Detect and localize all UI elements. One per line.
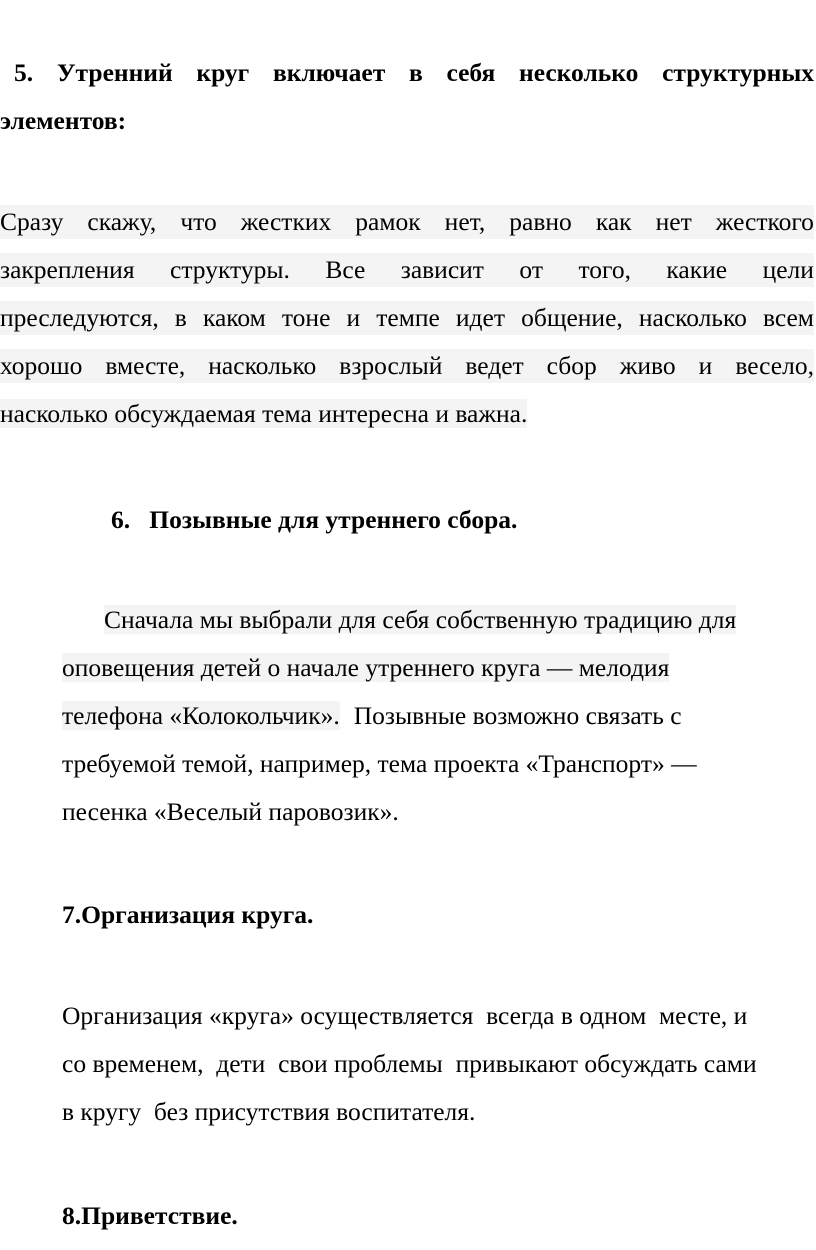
word: общение,	[521, 303, 623, 332]
section7-line: со временем, дети свои проблемы привыкают обсуждать сами	[62, 1049, 757, 1078]
paragraph-text: Позывные возможно связать с	[353, 701, 682, 730]
word: насколько	[208, 351, 317, 380]
paragraph-text: насколько обсуждаемая тема интересна и важна.	[0, 399, 528, 428]
word: взрослый	[339, 351, 443, 380]
section5-heading-number: 5.	[14, 58, 34, 87]
word: живо	[619, 351, 676, 380]
section5-heading	[14, 56, 814, 90]
section5-paragraph-last	[0, 397, 527, 431]
paragraph-text: оповещения детей о начале утреннего круга — мелодия	[62, 653, 670, 682]
word: тоне	[281, 303, 331, 332]
paragraph-text: песенка «Веселый паровозик».	[62, 797, 399, 826]
word: Все	[325, 255, 366, 284]
heading-word: включает	[272, 58, 386, 87]
word: нет,	[444, 207, 486, 236]
paragraph-text: телефона «Колокольчик».	[62, 701, 340, 730]
word: жестких	[240, 207, 332, 236]
section6-line	[62, 651, 669, 685]
section6-line	[104, 603, 736, 637]
section6-line	[62, 747, 697, 781]
heading-text: 6. Позывные для утреннего сбора.	[111, 505, 518, 534]
word: зависит	[400, 255, 484, 284]
word: жесткого	[715, 207, 814, 236]
section7-heading: 7.Организация круга.	[62, 900, 314, 929]
word: насколько	[638, 303, 747, 332]
section6-heading	[111, 503, 517, 537]
word: ведет	[465, 351, 524, 380]
heading-word: несколько	[519, 58, 639, 87]
word: как	[595, 207, 632, 236]
word: и	[346, 303, 361, 332]
word: нет	[655, 207, 692, 236]
section8-heading: 8.Приветствие.	[62, 1201, 238, 1230]
section5-heading-line2: элементов:	[0, 106, 127, 135]
word: всем	[762, 303, 814, 332]
section5-paragraph-line	[0, 205, 814, 239]
word: хорошо	[0, 351, 83, 380]
word: какие	[666, 255, 728, 284]
word: рамок	[355, 207, 421, 236]
word: идет	[455, 303, 505, 332]
heading-word: Утренний	[56, 58, 173, 87]
word: вместе,	[105, 351, 186, 380]
heading-word: себя	[446, 58, 496, 87]
word: Сразу	[0, 207, 64, 236]
word: того,	[578, 255, 631, 284]
word: от	[519, 255, 543, 284]
word: весело,	[735, 351, 814, 380]
section5-paragraph-line	[0, 349, 814, 383]
word: равно	[509, 207, 572, 236]
heading-word: круг	[196, 58, 250, 87]
word: и	[698, 351, 713, 380]
section5-paragraph-line	[0, 253, 814, 287]
word: сбор	[546, 351, 597, 380]
word: в	[174, 303, 187, 332]
heading-word: в	[408, 58, 423, 87]
section7-line: в кругу без присутствия воспитателя.	[62, 1097, 476, 1126]
word: преследуются,	[0, 303, 159, 332]
word: скажу,	[87, 207, 157, 236]
word: структуры.	[170, 255, 290, 284]
word: каком	[202, 303, 266, 332]
paragraph-text: требуемой темой, например, тема проекта «Транспорт» —	[62, 749, 697, 778]
section6-line	[62, 699, 682, 733]
word: что	[180, 207, 217, 236]
section5-paragraph-line	[0, 301, 814, 335]
section7-line: Организация «круга» осуществляется всегда в одном месте, и	[62, 1001, 748, 1030]
word: цели	[762, 255, 814, 284]
paragraph-text: Сначала мы выбрали для себя собственную традицию для	[104, 605, 737, 634]
word: темпе	[376, 303, 440, 332]
section6-line	[62, 795, 399, 829]
heading-word: структурных	[662, 58, 814, 87]
word: закрепления	[0, 255, 135, 284]
